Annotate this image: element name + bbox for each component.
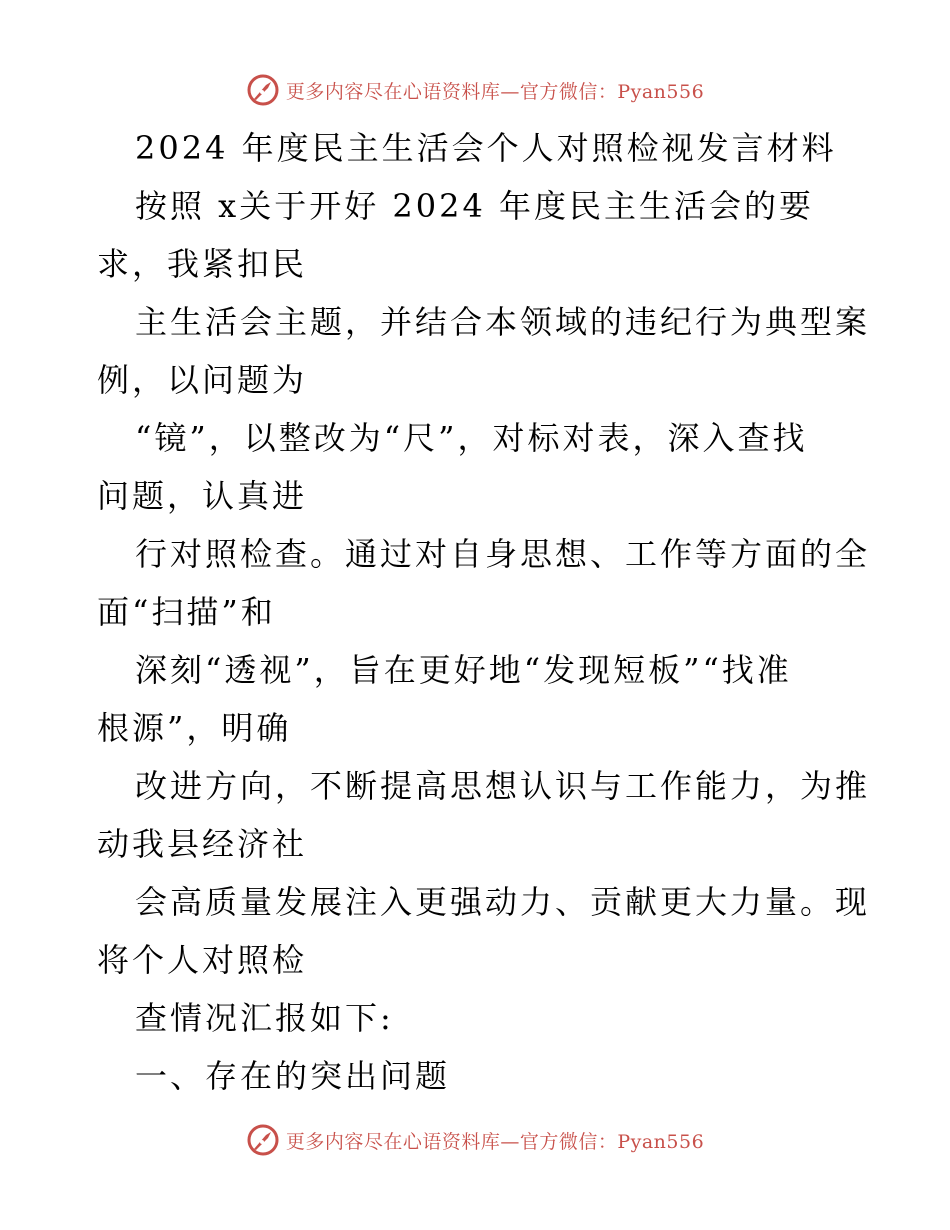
pen-nib-logo-icon: [246, 1123, 280, 1157]
paragraph-line: 动我县经济社: [97, 825, 308, 863]
paragraph-line: 主生活会主题，并结合本领域的违纪行为典型案: [135, 303, 871, 341]
paragraph-line: 改进方向，不断提高思想认识与工作能力，为推: [135, 767, 871, 805]
section-heading: 一、存在的突出问题: [135, 1057, 451, 1095]
paragraph-line: 查情况汇报如下:: [135, 999, 394, 1037]
paragraph-line: 面“扫描”和: [97, 593, 276, 631]
paragraph-line: 行对照检查。通过对自身思想、工作等方面的全: [135, 535, 871, 573]
paragraph-line: 问题，认真进: [97, 477, 308, 515]
paragraph-line: 将个人对照检: [97, 941, 308, 979]
paragraph-line: 求，我紧扣民: [97, 245, 308, 283]
pen-nib-logo-icon: [246, 73, 280, 107]
footer-watermark-banner: [0, 1120, 950, 1160]
paragraph-line: 按照 x关于开好 2024 年度民主生活会的要: [135, 187, 815, 225]
header-watermark-banner: [0, 70, 950, 110]
paragraph-line: 例，以问题为: [97, 361, 308, 399]
paragraph-line: “镜”，以整改为“尺”，对标对表，深入查找: [135, 419, 808, 457]
paragraph-line: 根源”，明确: [97, 709, 292, 747]
paragraph-line: 深刻“透视”，旨在更好地“发现短板”“找准: [135, 651, 792, 689]
watermark-text: 更多内容尽在心语资料库—官方微信：Pyan556: [285, 1130, 705, 1153]
watermark-text: 更多内容尽在心语资料库—官方微信：Pyan556: [285, 80, 705, 103]
paragraph-line: 会高质量发展注入更强动力、贡献更大力量。现: [135, 883, 871, 921]
document-title: 2024 年度民主生活会个人对照检视发言材料: [135, 129, 837, 167]
